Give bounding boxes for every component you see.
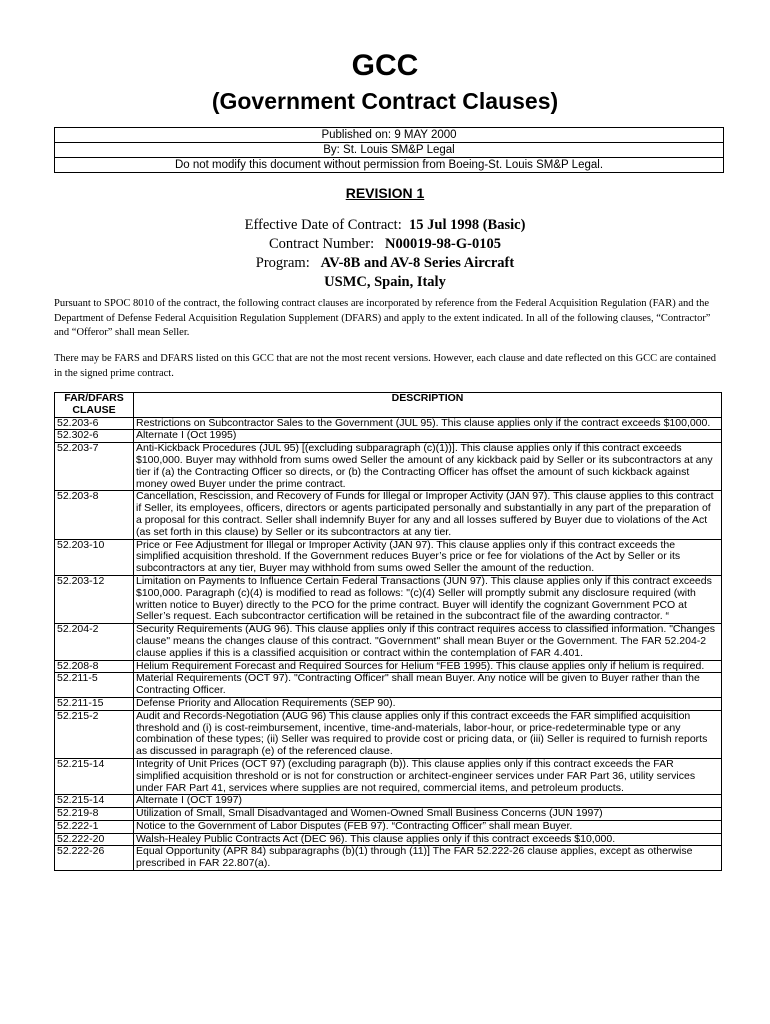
clause-number: 52.219-8 [55,808,134,821]
clause-description: Notice to the Government of Labor Disputes (FEB 97). “Contracting Officer” shall mean Buyer. [134,820,722,833]
clause-description: Utilization of Small, Small Disadvantaged and Women-Owned Small Business Concerns (JUN 1997) [134,808,722,821]
table-row [55,833,722,846]
clause-header-line2: CLAUSE [72,403,116,416]
clause-number: 52.222-1 [55,820,134,833]
clause-number: 52.302-6 [55,430,134,443]
table-row [55,624,722,660]
table-row [55,575,722,623]
clause-number: 52.203-7 [55,443,134,491]
clause-description: Defense Priority and Allocation Requirements (SEP 90). [134,697,722,710]
customer-line [0,273,770,292]
customer-value: USMC, Spain, Italy [324,274,446,290]
table-row [55,417,722,430]
clause-column-header [55,393,134,418]
clauses-table [54,392,722,871]
published-by: By: St. Louis SM&P Legal [55,143,723,158]
clause-description: Walsh-Healey Public Contracts Act (DEC 96). This clause applies only if this contract exceeds $10,000. [134,833,722,846]
effective-date-value: 15 Jul 1998 (Basic) [409,217,526,233]
effective-date-line [0,216,770,235]
document-subtitle: (Government Contract Clauses) [211,88,559,114]
clause-number: 52.215-14 [55,758,134,794]
contract-number-value: N00019-98-G-0105 [384,236,501,252]
revision-heading: REVISION 1 [345,185,425,201]
clause-number: 52.222-20 [55,833,134,846]
clause-number: 52.203-10 [55,539,134,575]
program-value: AV-8B and AV-8 Series Aircraft [320,255,515,271]
clause-description: Alternate I (Oct 1995) [134,430,722,443]
effective-date-label: Effective Date of Contract: [244,217,402,233]
clause-description: Restrictions on Subcontractor Sales to the Government (JUL 95). This clause applies only if the contract exceeds $100,000. [134,417,722,430]
clause-number: 52.211-15 [55,697,134,710]
table-row [55,710,722,758]
versions-paragraph: There may be FARS and DFARS listed on this GCC that are not the most recent versions. However, each clause and date reflected on this GCC are contained in the signed prime contract. [54,353,716,379]
clause-description: Equal Opportunity (APR 84) subparagraphs (b)(1) through (11)] The FAR 52.222-26 clause applies, except as otherwise prescribed in FAR 22.807(a). [134,846,722,871]
table-row [55,795,722,808]
table-row [55,808,722,821]
table-row [55,697,722,710]
table-row [55,491,722,539]
clause-description: Anti-Kickback Procedures (JUL 95) [(excluding subparagraph (c)(1))]. This clause applies only if this contract exceeds $100,000. Buyer may withhold from sums owed Seller the amount of any kickback paid by Seller or its subcontractors at any tier if (a) the Contracting Officer so directs, or (b) the Contracting Officer has offset the amount of such kickback against money owed Buyer under the prime contract. [134,443,722,491]
contract-number-label: Contract Number: [269,236,375,252]
table-row [55,758,722,794]
clause-description: Security Requirements (AUG 96). This clause applies only if this contract requires access to classified information. "Changes clause" means the changes clause of this contract. "Government" shall mean Buyer or the Government. The FAR 52.204-2 clause applies if this is a classified acquisition or contract within the contemplation of FAR 4.401. [134,624,722,660]
clause-number: 52.222-26 [55,846,134,871]
table-row [55,660,722,673]
published-date: Published on: 9 MAY 2000 [55,128,723,143]
clause-header-line1: FAR/DFARS [64,392,124,404]
clause-description: Alternate I (OCT 1997) [134,795,722,808]
incorporation-paragraph: Pursuant to SPOC 8010 of the contract, the following contract clauses are incorporated by reference from the Federal Acquisition Regulation (FAR) and the Department of Defense Federal Acquisition Regulation Supplement (DFARS) and apply to the extent indicated. In all of the following clauses, “Contractor” and “Offeror” shall mean Seller. [54,298,711,338]
clause-description: Material Requirements (OCT 97). "Contracting Officer" shall mean Buyer. Any notice will be given to Buyer rather than the Contracting Officer. [134,673,722,698]
modification-notice: Do not modify this document without permission from Boeing-St. Louis SM&P Legal. [174,159,604,171]
publication-box [54,127,724,173]
clause-number: 52.215-14 [55,795,134,808]
table-row [55,846,722,871]
program-line [0,254,770,273]
clause-number: 52.215-2 [55,710,134,758]
clause-number: 52.203-6 [55,417,134,430]
clause-description: Price or Fee Adjustment for Illegal or Improper Activity (JAN 97). This clause applies only if this contract exceeds the simplified acquisition threshold. If the Government reduces Buyer’s price or fee for violations of the Act by Seller or its subcontractors at any tier, Buyer may withhold from sums owed Seller the amount of the reduction. [134,539,722,575]
document-title: GCC [351,49,419,82]
table-row [55,539,722,575]
contract-info [0,216,770,292]
clause-description: Integrity of Unit Prices (OCT 97) (excluding paragraph (b)). This clause applies only if this contract exceeds the FAR simplified acquisition threshold or is not for construction or architect-engineer services under FAR Part 36, utility services under FAR Part 41, services where supplies are not required, commercial items, and petroleum products. [134,758,722,794]
clause-description: Cancellation, Rescission, and Recovery of Funds for Illegal or Improper Activity (JAN 97). This clause applies to this contract if Seller, its employees, officers, directors or agents participated personally and substantially in any part of the preparation of a proposal for this contract. Seller shall indemnify Buyer for any and all losses suffered by Buyer due to violations of the Act (as set forth in this clause) by Seller or its subcontractors at any tier. [134,491,722,539]
clause-number: 52.208-8 [55,660,134,673]
clauses-table-body [55,417,722,870]
table-row [55,673,722,698]
table-row [55,820,722,833]
table-header-row [55,393,722,418]
clause-description: Helium Requirement Forecast and Required Sources for Helium “FEB 1995). This clause applies only if helium is required. [134,660,722,673]
clause-number: 52.211-5 [55,673,134,698]
clause-description: Audit and Records-Negotiation (AUG 96) This clause applies only if this contract exceeds the FAR simplified acquisition threshold and (i) is cost-reimbursement, incentive, time-and-materials, labor-hour, or price-redeterminable type or any combination of these types; (ii) Seller was required to provide cost or pricing data, or (iii) Seller is required to furnish reports as discussed in paragraph (e) of the referenced clause. [134,710,722,758]
clause-description: Limitation on Payments to Influence Certain Federal Transactions (JUN 97). This clause applies only if this contract exceeds $100,000. Paragraph (c)(4) is modified to read as follows: "(c)(4) Seller will promptly submit any disclosure required (with written notice to Buyer) directly to the PCO for the prime contract. Buyer will identify the cognizant Government PCO at Seller’s request. Each subcontractor certification will be retained in the subcontract file of the awarding contractor. “ [134,575,722,623]
table-row [55,443,722,491]
description-column-header: DESCRIPTION [134,393,722,418]
clause-number: 52.203-12 [55,575,134,623]
program-label: Program: [255,255,310,271]
contract-number-line [0,235,770,254]
table-row [55,430,722,443]
clause-number: 52.203-8 [55,491,134,539]
clause-number: 52.204-2 [55,624,134,660]
